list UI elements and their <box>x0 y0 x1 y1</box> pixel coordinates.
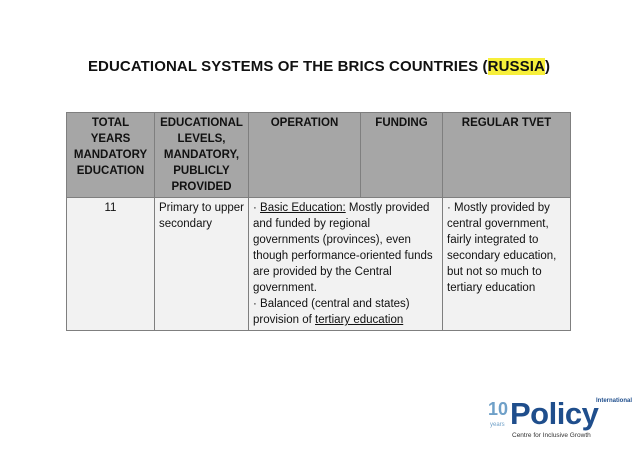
header-operation: OPERATION <box>249 113 361 198</box>
table-header-row <box>67 113 571 198</box>
education-systems-table <box>66 112 571 331</box>
cell-educational-levels: Primary to upper secondary <box>155 198 249 331</box>
logo-international: International <box>596 398 633 404</box>
logo-ten: 10 <box>488 399 509 419</box>
tertiary-text: · Balanced (central and states) provision of <box>253 298 410 326</box>
title-prefix: EDUCATIONAL SYSTEMS OF THE BRICS COUNTRIES ( <box>87 58 488 75</box>
title-suffix: ) <box>544 58 551 75</box>
bullet-basic: · <box>253 202 261 214</box>
logo-subtitle: Centre for Inclusive Growth <box>512 432 591 439</box>
logo-years: years <box>490 422 505 428</box>
basic-education-label: Basic Education: <box>260 202 346 214</box>
header-educational-levels: EDUCATIONAL LEVELS, MANDATORY, PUBLICLY PROVIDED <box>155 113 249 198</box>
table-row <box>67 198 571 331</box>
basic-education-text: Mostly provided and funded by regional governments (provinces), even though performance-oriented funds are provided by the Central government. <box>253 202 433 294</box>
title-highlight-russia: RUSSIA <box>487 58 545 75</box>
tertiary-education-label: tertiary education <box>315 314 404 326</box>
header-funding: FUNDING <box>361 113 443 198</box>
header-total-years: TOTAL YEARS MANDATORY EDUCATION <box>67 113 155 198</box>
logo-policy-word: Policy <box>510 396 599 431</box>
header-regular-tvet: REGULAR TVET <box>443 113 571 198</box>
international-policy-logo <box>488 396 633 446</box>
page-title <box>0 58 638 75</box>
cell-total-years: 11 <box>67 198 155 331</box>
cell-regular-tvet: · Mostly provided by central government, fairly integrated to secondary education, but not so much to tertiary education <box>443 198 571 331</box>
cell-operation-funding <box>249 198 443 331</box>
